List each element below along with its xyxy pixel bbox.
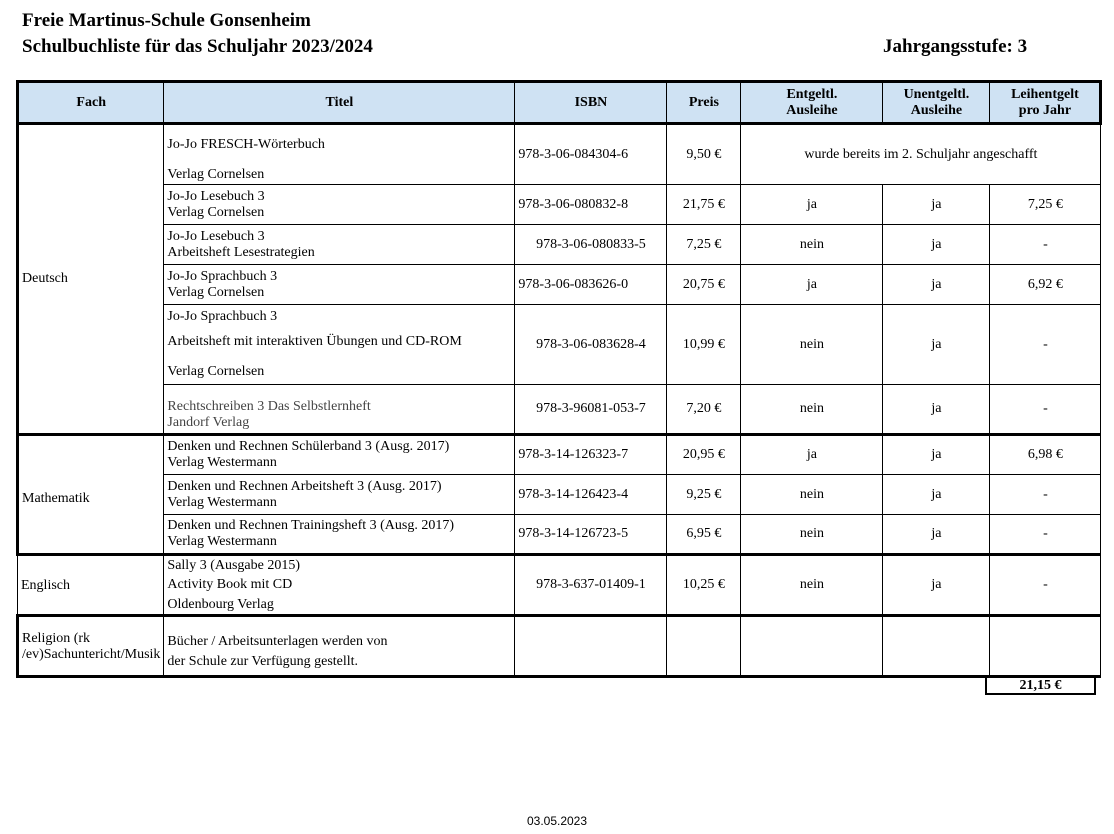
price-cell: 7,20 € <box>667 385 741 435</box>
col-header-isbn: ISBN <box>515 82 667 124</box>
price-cell: 21,75 € <box>667 185 741 225</box>
entgeltl-cell: nein <box>741 225 883 265</box>
unentgeltl-cell: ja <box>883 265 990 305</box>
title-cell: Rechtschreiben 3 Das Selbstlernheft Jandorf Verlag <box>164 385 515 435</box>
isbn-cell: 978-3-14-126423-4 <box>515 475 667 515</box>
book-list-table <box>16 80 1102 678</box>
leihentgelt-cell: 6,98 € <box>990 435 1101 475</box>
table-row <box>18 124 1101 185</box>
title-cell: Bücher / Arbeitsunterlagen werden von der Schule zur Verfügung gestellt. <box>164 616 515 677</box>
table-row <box>18 475 1101 515</box>
table-row <box>18 515 1101 555</box>
title-cell: Jo-Jo Sprachbuch 3 Verlag Cornelsen <box>164 265 515 305</box>
unentgeltl-cell: ja <box>883 515 990 555</box>
leihentgelt-cell: - <box>990 385 1101 435</box>
leihentgelt-cell <box>990 616 1101 677</box>
entgeltl-cell: ja <box>741 185 883 225</box>
table-row <box>18 305 1101 385</box>
unentgeltl-cell: ja <box>883 185 990 225</box>
leihentgelt-cell: - <box>990 225 1101 265</box>
unentgeltl-cell <box>883 616 990 677</box>
title-cell: Denken und Rechnen Arbeitsheft 3 (Ausg. 2017) Verlag Westermann <box>164 475 515 515</box>
entgeltl-cell: nein <box>741 475 883 515</box>
entgeltl-cell: ja <box>741 435 883 475</box>
isbn-cell: 978-3-96081-053-7 <box>515 385 667 435</box>
title-cell: Jo-Jo Sprachbuch 3 Arbeitsheft mit interaktiven Übungen und CD-ROM Verlag Cornelsen <box>164 305 515 385</box>
col-header-preis: Preis <box>667 82 741 124</box>
title-cell: Jo-Jo Lesebuch 3 Arbeitsheft Lesestrategien <box>164 225 515 265</box>
isbn-cell: 978-3-14-126323-7 <box>515 435 667 475</box>
title-cell: Denken und Rechnen Schülerband 3 (Ausg. 2017) Verlag Westermann <box>164 435 515 475</box>
subject-deutsch: Deutsch <box>18 124 164 435</box>
unentgeltl-cell: ja <box>883 555 990 616</box>
price-cell: 9,50 € <box>667 124 741 185</box>
isbn-cell: 978-3-06-083628-4 <box>515 305 667 385</box>
leihentgelt-cell: - <box>990 475 1101 515</box>
table-row <box>18 616 1101 677</box>
col-header-fach: Fach <box>18 82 164 124</box>
title-cell: Sally 3 (Ausgabe 2015) Activity Book mit CD Oldenbourg Verlag <box>164 555 515 616</box>
price-cell: 10,25 € <box>667 555 741 616</box>
isbn-cell: 978-3-06-080833-5 <box>515 225 667 265</box>
table-row <box>18 225 1101 265</box>
entgeltl-cell: nein <box>741 515 883 555</box>
title-cell: Jo-Jo Lesebuch 3 Verlag Cornelsen <box>164 185 515 225</box>
title-cell: Denken und Rechnen Trainingsheft 3 (Ausg. 2017) Verlag Westermann <box>164 515 515 555</box>
table-row <box>18 385 1101 435</box>
entgeltl-cell: ja <box>741 265 883 305</box>
footer-date: 03.05.2023 <box>526 814 588 828</box>
unentgeltl-cell: ja <box>883 435 990 475</box>
subject-mathematik: Mathematik <box>18 435 164 555</box>
entgeltl-cell: nein <box>741 385 883 435</box>
table-header-row <box>18 82 1101 124</box>
leihentgelt-cell: - <box>990 555 1101 616</box>
table-row <box>18 435 1101 475</box>
leihentgelt-cell: - <box>990 515 1101 555</box>
note-cell: wurde bereits im 2. Schuljahr angeschafft <box>741 124 1101 185</box>
entgeltl-cell <box>741 616 883 677</box>
unentgeltl-cell: ja <box>883 225 990 265</box>
subject-englisch: Englisch <box>18 555 164 616</box>
col-header-unentgeltl: Unentgeltl. Ausleihe <box>883 82 990 124</box>
unentgeltl-cell: ja <box>883 385 990 435</box>
price-cell: 20,75 € <box>667 265 741 305</box>
total-fee: 21,15 € <box>985 675 1096 695</box>
isbn-cell: 978-3-637-01409-1 <box>515 555 667 616</box>
table-row <box>18 265 1101 305</box>
price-cell: 10,99 € <box>667 305 741 385</box>
isbn-cell: 978-3-06-080832-8 <box>515 185 667 225</box>
entgeltl-cell: nein <box>741 555 883 616</box>
leihentgelt-cell: 7,25 € <box>990 185 1101 225</box>
leihentgelt-cell: - <box>990 305 1101 385</box>
price-cell: 7,25 € <box>667 225 741 265</box>
unentgeltl-cell: ja <box>883 305 990 385</box>
school-name: Freie Martinus-Schule Gonsenheim <box>22 10 311 31</box>
price-cell: 9,25 € <box>667 475 741 515</box>
col-header-entgeltl: Entgeltl. Ausleihe <box>741 82 883 124</box>
price-cell: 6,95 € <box>667 515 741 555</box>
table-row <box>18 185 1101 225</box>
subject-religion-sachunterricht-musik: Religion (rk /ev)Sachuntericht/Musik <box>18 616 164 677</box>
isbn-cell: 978-3-14-126723-5 <box>515 515 667 555</box>
isbn-cell: 978-3-06-084304-6 <box>515 124 667 185</box>
price-cell <box>667 616 741 677</box>
col-header-titel: Titel <box>164 82 515 124</box>
col-header-leihentgelt: Leihentgelt pro Jahr <box>990 82 1101 124</box>
table-row <box>18 555 1101 616</box>
isbn-cell <box>515 616 667 677</box>
grade-level: Jahrgangsstufe: 3 <box>883 36 1028 57</box>
price-cell: 20,95 € <box>667 435 741 475</box>
unentgeltl-cell: ja <box>883 475 990 515</box>
leihentgelt-cell: 6,92 € <box>990 265 1101 305</box>
isbn-cell: 978-3-06-083626-0 <box>515 265 667 305</box>
list-subtitle: Schulbuchliste für das Schuljahr 2023/2024 <box>22 36 373 57</box>
title-cell: Jo-Jo FRESCH-Wörterbuch Verlag Cornelsen <box>164 124 515 185</box>
entgeltl-cell: nein <box>741 305 883 385</box>
